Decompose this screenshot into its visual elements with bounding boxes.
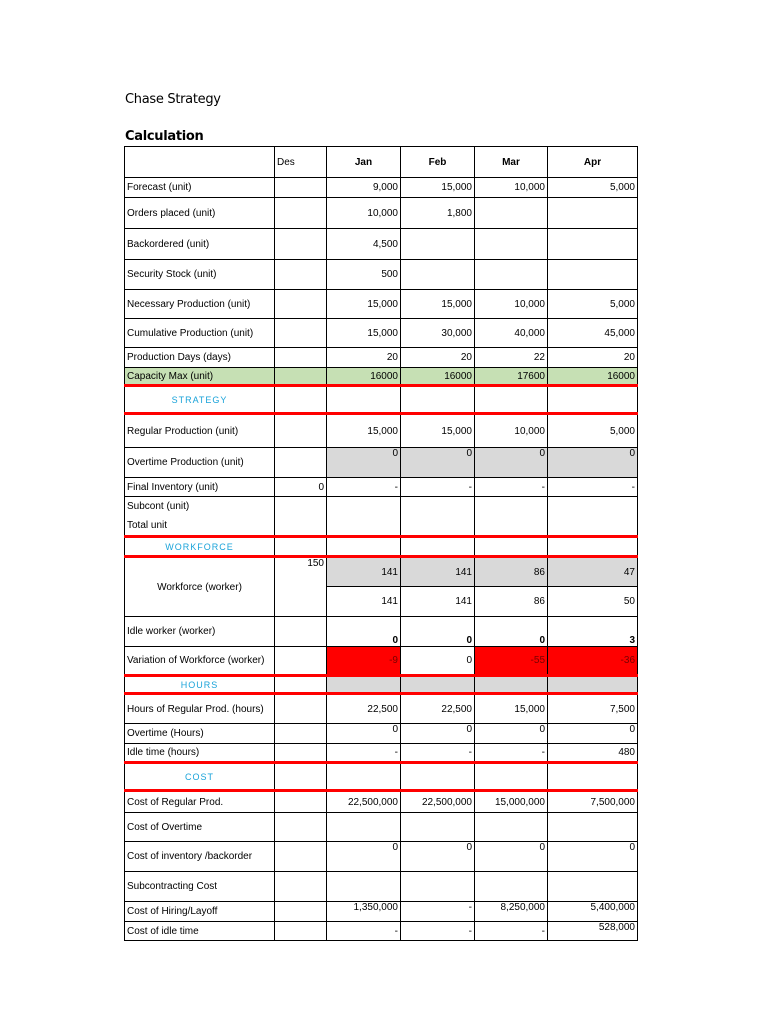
- empty-cell: [327, 763, 401, 791]
- empty-cell: [401, 386, 475, 414]
- cell-jan: 20: [327, 348, 401, 368]
- row-label: Variation of Workforce (worker): [125, 647, 275, 676]
- row-label: Forecast (unit): [125, 178, 275, 198]
- cell-feb: 20: [401, 348, 475, 368]
- row-label: Overtime (Hours): [125, 724, 275, 744]
- section-label-hours: HOURS: [125, 676, 275, 694]
- row-label: Idle time (hours): [125, 744, 275, 763]
- row-label: Regular Production (unit): [125, 414, 275, 448]
- cell-des: [275, 617, 327, 647]
- document-title: Chase Strategy: [125, 92, 221, 107]
- cell-feb: 0: [401, 724, 475, 744]
- cell-mar: -: [475, 744, 548, 763]
- cell-jan: [327, 813, 401, 842]
- cell-feb: 22,500,000: [401, 791, 475, 813]
- header-feb: Feb: [401, 147, 475, 178]
- cell-apr: 5,000: [548, 414, 638, 448]
- cell-mar: 0: [475, 842, 548, 872]
- section-label-cost: COST: [125, 763, 275, 791]
- section-heading-calculation: Calculation: [125, 129, 204, 144]
- cell-jan: -9: [327, 647, 401, 676]
- row-label: Idle worker (worker): [125, 617, 275, 647]
- cell-jan: -: [327, 478, 401, 497]
- cell-mar: 86: [475, 587, 548, 617]
- header-jan: Jan: [327, 147, 401, 178]
- cell-apr: 0: [548, 724, 638, 744]
- cell-mar: [475, 260, 548, 290]
- empty-cell: [475, 537, 548, 557]
- cell-apr[interactable]: 0: [548, 448, 638, 478]
- section-strategy: [125, 386, 638, 414]
- cell-feb: -: [401, 902, 475, 922]
- cell-apr: [548, 813, 638, 842]
- empty-cell: [548, 676, 638, 694]
- empty-cell: [475, 676, 548, 694]
- row-workforce-a: [125, 557, 638, 587]
- cell-des: 0: [275, 478, 327, 497]
- row-cost-idle: [125, 922, 638, 941]
- row-cost-overtime: [125, 813, 638, 842]
- cell-des: [275, 791, 327, 813]
- section-cost: [125, 763, 638, 791]
- cell-apr: [548, 198, 638, 229]
- cell-apr: 20: [548, 348, 638, 368]
- header-apr: Apr: [548, 147, 638, 178]
- cell-jan: 4,500: [327, 229, 401, 260]
- cell-feb: [401, 260, 475, 290]
- row-label: Capacity Max (unit): [125, 368, 275, 386]
- cell-des: [275, 414, 327, 448]
- cell-feb: [401, 813, 475, 842]
- row-production-days: [125, 348, 638, 368]
- cell-des: [275, 842, 327, 872]
- cell-apr: 5,000: [548, 290, 638, 319]
- cell-jan: 22,500,000: [327, 791, 401, 813]
- cell-feb: 22,500: [401, 694, 475, 724]
- cell-des: [275, 694, 327, 724]
- cell-mar: -: [475, 922, 548, 941]
- cell-mar: 10,000: [475, 290, 548, 319]
- cell-jan[interactable]: 0: [327, 448, 401, 478]
- calculation-table: [124, 146, 638, 941]
- empty-cell: [327, 537, 401, 557]
- cell-apr: 7,500: [548, 694, 638, 724]
- row-idle-time: [125, 744, 638, 763]
- empty-cell: [475, 497, 548, 537]
- empty-cell: [548, 537, 638, 557]
- cell-jan: 15,000: [327, 414, 401, 448]
- row-label: Cost of Overtime: [125, 813, 275, 842]
- section-label-workforce: WORKFORCE: [125, 537, 275, 557]
- cell-apr: 0: [548, 842, 638, 872]
- row-cost-inventory: [125, 842, 638, 872]
- row-label: Necessary Production (unit): [125, 290, 275, 319]
- cell-mar: 10,000: [475, 414, 548, 448]
- row-label: Cost of Regular Prod.: [125, 791, 275, 813]
- cell-mar: [475, 229, 548, 260]
- row-cost-subcontract: [125, 872, 638, 902]
- row-label: Security Stock (unit): [125, 260, 275, 290]
- cell-feb: -: [401, 922, 475, 941]
- row-idle-worker: [125, 617, 638, 647]
- cell-feb: 0: [401, 617, 475, 647]
- row-orders: [125, 198, 638, 229]
- row-overtime-hours: [125, 724, 638, 744]
- row-security-stock: [125, 260, 638, 290]
- cell-apr: 50: [548, 587, 638, 617]
- cell-jan: 0: [327, 724, 401, 744]
- cell-jan: 1,350,000: [327, 902, 401, 922]
- cell-des: [275, 178, 327, 198]
- cell-jan: 141: [327, 587, 401, 617]
- row-label: Production Days (days): [125, 348, 275, 368]
- header-des: Des: [275, 147, 327, 178]
- row-subcont-total: [125, 497, 638, 537]
- cell-apr: -36: [548, 647, 638, 676]
- cell-jan: 15,000: [327, 290, 401, 319]
- cell-feb: 15,000: [401, 290, 475, 319]
- cell-mar[interactable]: 86: [475, 557, 548, 587]
- cell-mar: -55: [475, 647, 548, 676]
- cell-des: [275, 448, 327, 478]
- cell-des: [275, 647, 327, 676]
- row-label: Workforce (worker): [125, 557, 275, 617]
- row-cumulative-production: [125, 319, 638, 348]
- cell-mar: [475, 198, 548, 229]
- cell-apr: -: [548, 478, 638, 497]
- row-label-subcont-total: [125, 497, 275, 537]
- cell-mar: 40,000: [475, 319, 548, 348]
- empty-cell: [548, 386, 638, 414]
- row-variation-workforce: [125, 647, 638, 676]
- empty-cell: [475, 763, 548, 791]
- cell-apr: [548, 260, 638, 290]
- empty-cell: [327, 386, 401, 414]
- row-label: Cumulative Production (unit): [125, 319, 275, 348]
- section-workforce: [125, 537, 638, 557]
- cell-des: [275, 922, 327, 941]
- cell-des: [275, 724, 327, 744]
- cell-feb: [401, 229, 475, 260]
- row-final-inventory: [125, 478, 638, 497]
- cell-jan[interactable]: 141: [327, 557, 401, 587]
- cell-des: [275, 902, 327, 922]
- cell-mar: 10,000: [475, 178, 548, 198]
- cell-apr: 5,000: [548, 178, 638, 198]
- cell-apr: [548, 872, 638, 902]
- cell-jan: 9,000: [327, 178, 401, 198]
- cell-apr: [548, 229, 638, 260]
- cell-feb: -: [401, 744, 475, 763]
- cell-feb: 30,000: [401, 319, 475, 348]
- cell-des: [275, 744, 327, 763]
- row-label: Orders placed (unit): [125, 198, 275, 229]
- cell-feb: 16000: [401, 368, 475, 386]
- cell-apr: 16000: [548, 368, 638, 386]
- empty-cell: [275, 386, 327, 414]
- empty-cell: [548, 763, 638, 791]
- cell-mar: 8,250,000: [475, 902, 548, 922]
- cell-des: [275, 260, 327, 290]
- row-overtime-production: [125, 448, 638, 478]
- row-forecast: [125, 178, 638, 198]
- row-label: Final Inventory (unit): [125, 478, 275, 497]
- cell-feb: 15,000: [401, 178, 475, 198]
- row-label: Cost of inventory /backorder: [125, 842, 275, 872]
- row-label: Hours of Regular Prod. (hours): [125, 694, 275, 724]
- cell-jan: 15,000: [327, 319, 401, 348]
- cell-mar: 0: [475, 617, 548, 647]
- cell-feb[interactable]: 0: [401, 448, 475, 478]
- empty-cell: [275, 676, 327, 694]
- row-label: Backordered (unit): [125, 229, 275, 260]
- cell-des: [275, 368, 327, 386]
- cell-apr[interactable]: 47: [548, 557, 638, 587]
- cell-des: [275, 872, 327, 902]
- cell-jan: -: [327, 744, 401, 763]
- cell-mar: 15,000,000: [475, 791, 548, 813]
- cell-apr: 7,500,000: [548, 791, 638, 813]
- row-label: Cost of Hiring/Layoff: [125, 902, 275, 922]
- empty-cell: [275, 537, 327, 557]
- cell-apr: 5,400,000: [548, 902, 638, 922]
- cell-apr: 3: [548, 617, 638, 647]
- cell-des: 150: [275, 557, 327, 617]
- header-mar: Mar: [475, 147, 548, 178]
- cell-apr: 45,000: [548, 319, 638, 348]
- empty-cell: [327, 676, 401, 694]
- cell-mar: [475, 813, 548, 842]
- cell-jan: 0: [327, 842, 401, 872]
- cell-feb: 0: [401, 842, 475, 872]
- cell-des: [275, 198, 327, 229]
- cell-jan: 22,500: [327, 694, 401, 724]
- cell-jan: 16000: [327, 368, 401, 386]
- row-backordered: [125, 229, 638, 260]
- empty-cell: [401, 763, 475, 791]
- cell-mar: [475, 872, 548, 902]
- cell-feb: 15,000: [401, 414, 475, 448]
- row-cost-hiring: [125, 902, 638, 922]
- empty-cell: [275, 497, 327, 537]
- cell-apr: 480: [548, 744, 638, 763]
- cell-feb: 1,800: [401, 198, 475, 229]
- total-unit-label: Total unit: [127, 520, 168, 531]
- header-row: [125, 147, 638, 178]
- empty-cell: [548, 497, 638, 537]
- cell-feb: [401, 872, 475, 902]
- section-hours: [125, 676, 638, 694]
- cell-jan: [327, 872, 401, 902]
- empty-cell: [401, 497, 475, 537]
- cell-des: [275, 813, 327, 842]
- cell-mar: -: [475, 478, 548, 497]
- cell-jan: 500: [327, 260, 401, 290]
- empty-cell: [401, 676, 475, 694]
- header-label-cell: [125, 147, 275, 178]
- cell-feb: 141: [401, 587, 475, 617]
- row-regular-production: [125, 414, 638, 448]
- row-hours-regular: [125, 694, 638, 724]
- cell-mar: 0: [475, 724, 548, 744]
- cell-des: [275, 229, 327, 260]
- cell-jan: 10,000: [327, 198, 401, 229]
- cell-mar: 17600: [475, 368, 548, 386]
- empty-cell: [475, 386, 548, 414]
- row-capacity-max: [125, 368, 638, 386]
- cell-jan: 0: [327, 617, 401, 647]
- empty-cell: [327, 497, 401, 537]
- empty-cell: [275, 763, 327, 791]
- subcont-label: Subcont (unit): [127, 501, 190, 512]
- cell-jan: -: [327, 922, 401, 941]
- cell-feb: 0: [401, 647, 475, 676]
- row-cost-regular: [125, 791, 638, 813]
- section-label-strategy: STRATEGY: [125, 386, 275, 414]
- cell-apr: 528,000: [548, 922, 638, 941]
- row-label: Overtime Production (unit): [125, 448, 275, 478]
- cell-feb[interactable]: 141: [401, 557, 475, 587]
- row-label: Cost of idle time: [125, 922, 275, 941]
- row-label: Subcontracting Cost: [125, 872, 275, 902]
- cell-des: [275, 319, 327, 348]
- cell-mar[interactable]: 0: [475, 448, 548, 478]
- empty-cell: [401, 537, 475, 557]
- cell-des: [275, 290, 327, 319]
- cell-mar: 15,000: [475, 694, 548, 724]
- cell-feb: -: [401, 478, 475, 497]
- row-necessary-production: [125, 290, 638, 319]
- cell-mar: 22: [475, 348, 548, 368]
- cell-des: [275, 348, 327, 368]
